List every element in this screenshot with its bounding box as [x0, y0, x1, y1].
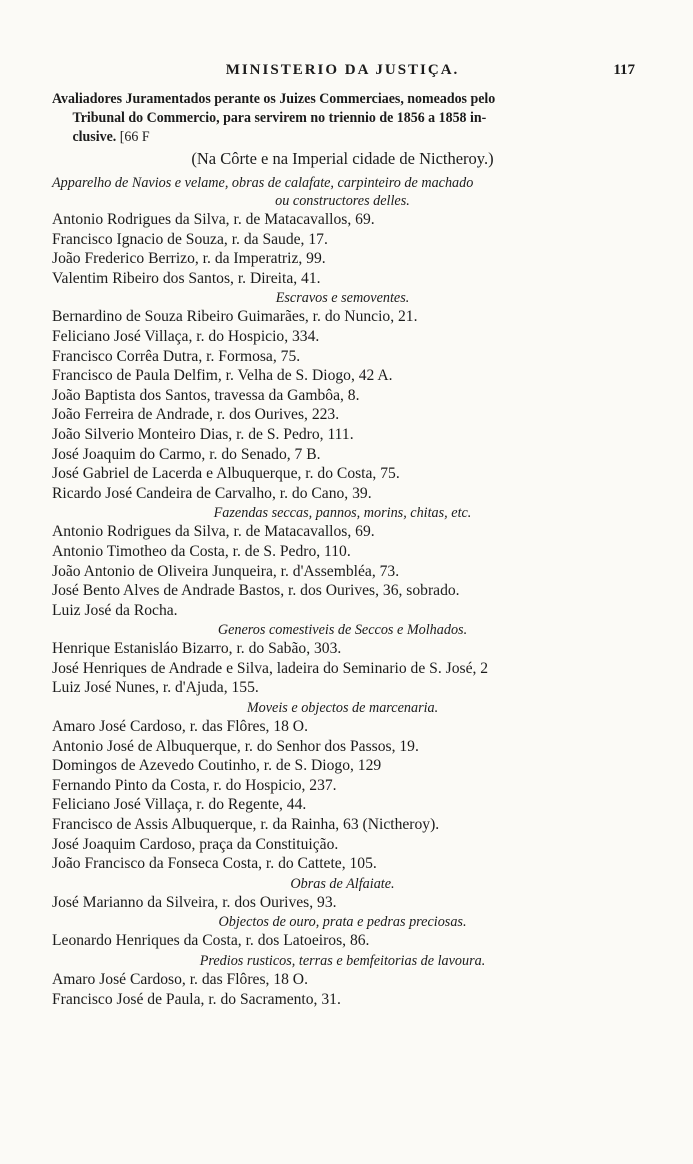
list-item: João Silverio Monteiro Dias, r. de S. Pedro, 111.: [52, 425, 354, 443]
list-item: José Marianno da Silveira, r. dos Ourives, 93.: [52, 893, 337, 911]
list-item: João Baptista dos Santos, travessa da Gambôa, 8.: [52, 386, 360, 404]
list-item: Luiz José da Rocha.: [52, 601, 178, 619]
list-item: Valentim Ribeiro dos Santos, r. Direita, 41.: [52, 269, 321, 287]
list-item: Ricardo José Candeira de Carvalho, r. do Cano, 39.: [52, 484, 372, 502]
list-item: Leonardo Henriques da Costa, r. dos Latoeiros, 86.: [52, 932, 370, 950]
list-item: João Francisco da Fonseca Costa, r. do Cattete, 105.: [52, 855, 377, 873]
list-item: Amaro José Cardoso, r. das Flôres, 18 O.: [52, 718, 308, 736]
list-item: José Gabriel de Lacerda e Albuquerque, r. do Costa, 75.: [52, 465, 400, 483]
place-note: (Na Côrte e na Imperial cidade de Nictheroy.): [191, 149, 494, 168]
list-item: José Joaquim do Carmo, r. do Senado, 7 B.: [52, 445, 321, 463]
section-title: Moveis e objectos de marcenaria.: [246, 700, 439, 717]
section-subtitle: ou constructores delles.: [275, 193, 410, 209]
list-item: Feliciano José Villaça, r. do Hospicio, 334.: [52, 327, 320, 345]
section-title: Objectos de ouro, prata e pedras preciosas.: [218, 914, 467, 931]
list-item: José Bento Alves de Andrade Bastos, r. dos Ourives, 36, sobrado.: [52, 582, 460, 600]
header-title: MINISTERIO DA JUSTIÇA.: [225, 62, 460, 78]
list-item: João Frederico Berrizo, r. da Imperatriz, 99.: [52, 250, 326, 268]
list-item: Amaro José Cardoso, r. das Flôres, 18 O.: [52, 971, 308, 988]
section-title: Escravos e semoventes.: [275, 290, 410, 307]
list-item: Domingos de Azevedo Coutinho, r. de S. Diogo, 129: [52, 757, 382, 775]
running-header: [52, 58, 633, 90]
section-title: Obras de Alfaiate.: [290, 875, 395, 892]
list-item: Antonio Rodrigues da Silva, r. de Matacavallos, 69.: [52, 211, 375, 228]
sections-list: [52, 174, 633, 1009]
section-title: Generos comestiveis de Seccos e Molhados.: [217, 622, 468, 639]
heading-line-2: Tribunal do Commercio, para servirem no triennio de 1856 a 1858 in-: [72, 110, 487, 126]
list-item: João Antonio de Oliveira Junqueira, r. d'Assembléa, 73.: [52, 562, 400, 580]
list-item: Luiz José Nunes, r. d'Ajuda, 155.: [52, 679, 259, 697]
list-item: Antonio José de Albuquerque, r. do Senhor dos Passos, 19.: [52, 737, 419, 755]
list-item: João Ferreira de Andrade, r. dos Ourives, 223.: [52, 406, 340, 424]
reference-marker: [66 F: [119, 129, 150, 145]
list-item: Feliciano José Villaça, r. do Regente, 44.: [52, 796, 307, 814]
section: [52, 699, 633, 874]
list-item: Bernardino de Souza Ribeiro Guimarães, r. do Nuncio, 21.: [52, 308, 418, 326]
section-title: Apparelho de Navios e velame, obras de calafate, carpinteiro de machado: [52, 175, 474, 191]
section: [52, 174, 633, 288]
list-item: Francisco Corrêa Dutra, r. Formosa, 75.: [52, 347, 301, 365]
main-heading: [52, 90, 630, 147]
list-item: Francisco de Paula Delfim, r. Velha de S. Diogo, 42 A.: [52, 367, 393, 385]
list-item: Francisco José de Paula, r. do Sacramento, 31.: [52, 990, 341, 1008]
list-item: José Henriques de Andrade e Silva, ladeira do Seminario de S. José, 2: [52, 659, 489, 677]
list-item: Francisco Ignacio de Souza, r. da Saude, 17.: [52, 230, 328, 248]
section-title: Fazendas seccas, pannos, morins, chitas, etc.: [213, 505, 472, 522]
list-item: Henrique Estanisláo Bizarro, r. do Sabão, 303.: [52, 640, 342, 658]
list-item: Antonio Rodrigues da Silva, r. de Matacavallos, 69.: [52, 523, 375, 541]
heading-line-3-text: clusive.: [72, 129, 117, 145]
section: [52, 952, 633, 1009]
section: [52, 913, 633, 951]
list-item: Francisco de Assis Albuquerque, r. da Rainha, 63 (Nictheroy).: [52, 816, 440, 834]
heading-line-1: Avaliadores Juramentados perante os Juizes Commerciaes, nomeados pelo: [52, 91, 496, 107]
list-item: José Joaquim Cardoso, praça da Constituição.: [52, 835, 339, 853]
section: [52, 504, 633, 620]
list-item: Fernando Pinto da Costa, r. do Hospicio, 237.: [52, 776, 337, 794]
section: [52, 875, 633, 913]
section: [52, 289, 633, 503]
page-number: 117: [613, 62, 635, 78]
heading-line-3: [52, 128, 630, 147]
section: [52, 621, 633, 698]
list-item: Antonio Timotheo da Costa, r. de S. Pedro, 110.: [52, 542, 351, 560]
section-title: Predios rusticos, terras e bemfeitorias de lavoura.: [199, 953, 486, 969]
